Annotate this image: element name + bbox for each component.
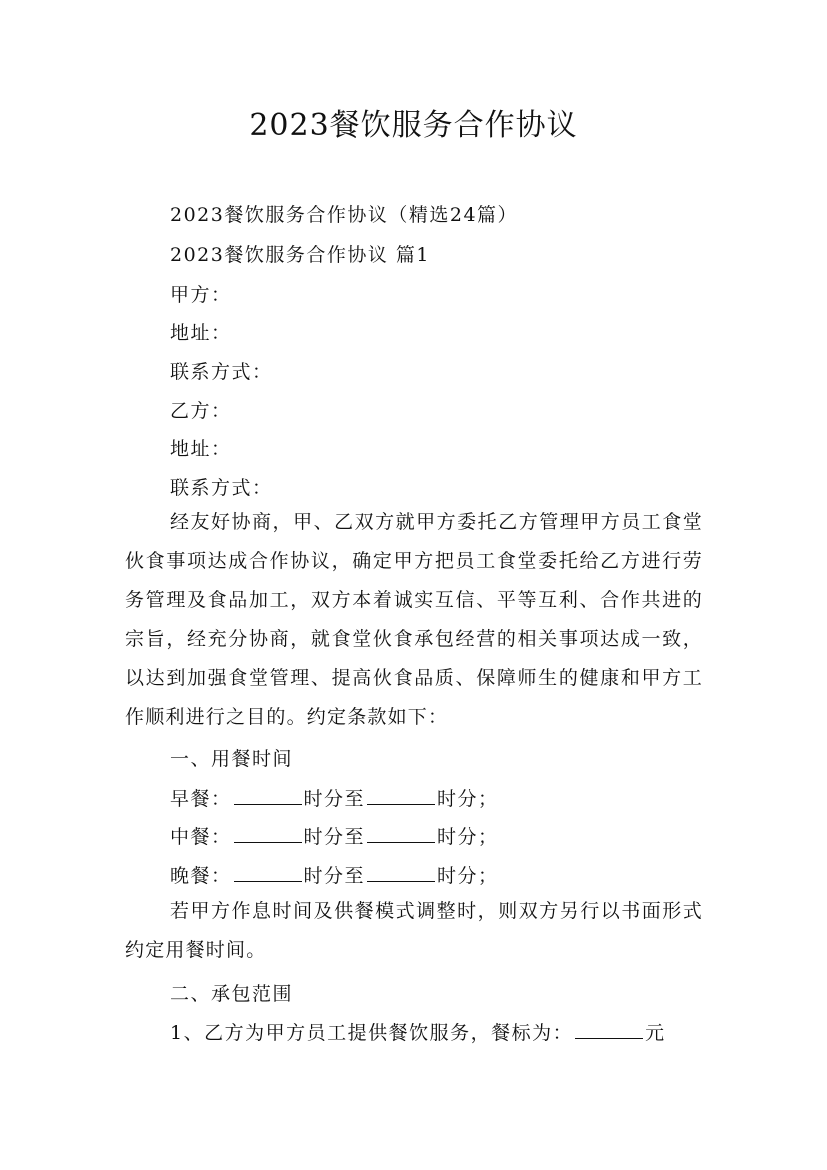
time-end-text: 时分；	[437, 865, 499, 887]
intro-paragraph: 经友好协商，甲、乙双方就甲方委托乙方管理甲方员工食堂伙食事项达成合作协议，确定甲方把员工食堂委托给乙方进行劳务管理及食品加工，双方本着诚实互信、平等互利、合作共进的宗旨，经充分协商，就食堂伙食承包经营的相关事项达成一致，以达到加强食堂管理、提高伙食品质、保障师生的健康和甲方工作顺利进行之目的。约定条款如下：	[125, 511, 703, 728]
time-mid-text: 时分至	[303, 865, 366, 887]
meal-standard-blank[interactable]	[575, 1022, 643, 1039]
contact-a-label: 联系方式：	[170, 361, 273, 383]
breakfast-end-blank[interactable]	[367, 788, 435, 805]
item-1-text: 1、乙方为甲方员工提供餐饮服务，餐标为：	[170, 1022, 574, 1044]
lunch-label: 中餐：	[170, 826, 232, 848]
breakfast-start-blank[interactable]	[234, 788, 302, 805]
section-1-heading: 一、用餐时间	[170, 748, 294, 770]
breakfast-row	[170, 784, 499, 811]
item-1-row	[170, 1018, 666, 1045]
chapter-heading: 2023餐饮服务合作协议 篇1	[170, 244, 430, 266]
time-mid-text: 时分至	[303, 788, 366, 810]
contact-b-label: 联系方式：	[170, 477, 273, 499]
party-b-label: 乙方：	[170, 400, 232, 422]
section-2-heading: 二、承包范围	[170, 983, 294, 1005]
schedule-note: 若甲方作息时间及供餐模式调整时，则双方另行以书面形式约定用餐时间。	[125, 900, 703, 961]
lunch-end-blank[interactable]	[367, 826, 435, 843]
breakfast-label: 早餐：	[170, 788, 232, 810]
time-end-text: 时分；	[437, 788, 499, 810]
time-mid-text: 时分至	[303, 826, 366, 848]
dinner-end-blank[interactable]	[367, 865, 435, 882]
dinner-row	[170, 861, 499, 888]
subtitle: 2023餐饮服务合作协议（精选24篇）	[170, 204, 519, 226]
time-end-text: 时分；	[437, 826, 499, 848]
address-b-label: 地址：	[170, 438, 232, 460]
lunch-start-blank[interactable]	[234, 826, 302, 843]
document-title: 2023餐饮服务合作协议	[249, 108, 578, 143]
dinner-label: 晚餐：	[170, 865, 232, 887]
address-a-label: 地址：	[170, 322, 232, 344]
party-a-label: 甲方：	[170, 284, 232, 306]
dinner-start-blank[interactable]	[234, 865, 302, 882]
item-1-unit: 元	[645, 1022, 666, 1044]
lunch-row	[170, 822, 499, 849]
